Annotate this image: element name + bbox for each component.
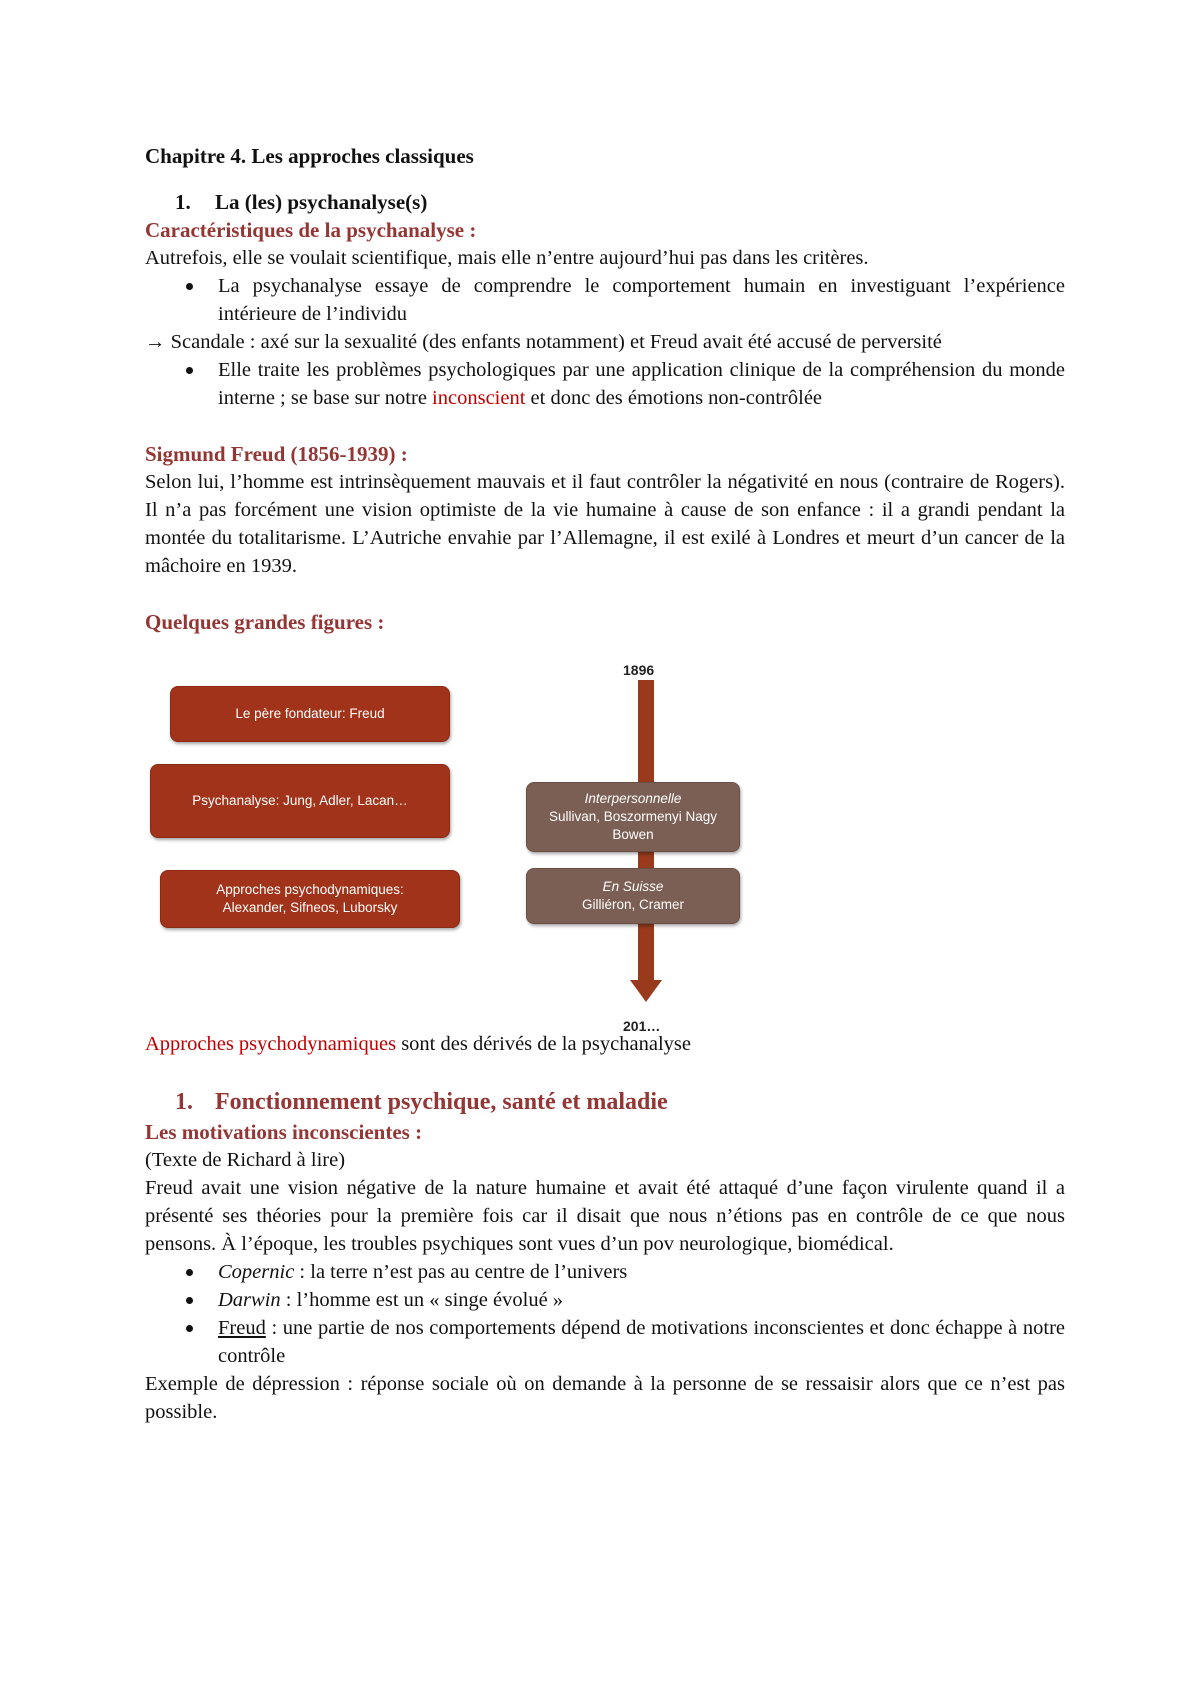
box-label: Le père fondateur: Freud bbox=[235, 706, 385, 721]
section-heading-fonctionnement bbox=[145, 1086, 1065, 1118]
motivations-paragraph: Freud avait une vision négative de la nature humaine et avait été attaqué d’une façon virulente quand il a présenté ses théories pour la première fois car il disait que nous n’étions pas en contrôle de ce que nous pensons. À l’époque, les troubles psychiques sont vues d’un pov neurologique, biomédical. bbox=[145, 1177, 1065, 1255]
list-item bbox=[145, 356, 1065, 412]
box-psychanalyse bbox=[150, 764, 450, 838]
freud-heading: Sigmund Freud (1856-1939) : bbox=[145, 442, 408, 466]
figures-timeline-diagram bbox=[145, 650, 1065, 1034]
box-label: Psychanalyse: Jung, Adler, Lacan… bbox=[192, 793, 408, 808]
list-item bbox=[145, 1314, 1065, 1370]
box-label: Alexander, Sifneos, Luborsky bbox=[222, 900, 398, 915]
caracteristiques-list-2 bbox=[145, 356, 1065, 412]
figures-caption bbox=[145, 1030, 1065, 1058]
section-number: 1. bbox=[175, 1089, 193, 1115]
list-item-name: Freud bbox=[218, 1317, 266, 1339]
caracteristiques-list-1 bbox=[145, 272, 1065, 328]
box-label: Sullivan, Boszormenyi Nagy bbox=[548, 809, 718, 824]
caracteristiques-heading: Caractéristiques de la psychanalyse : bbox=[145, 218, 477, 242]
box-title: Interpersonnelle bbox=[584, 791, 682, 806]
list-item-name: Darwin bbox=[218, 1289, 281, 1311]
timeline-start-year: 1896 bbox=[623, 662, 655, 678]
arrow-icon: → bbox=[145, 331, 166, 353]
list-item-text: : l’homme est un « singe évolué » bbox=[280, 1289, 564, 1311]
caracteristiques-intro: Autrefois, elle se voulait scientifique, mais elle n’entre aujourd’hui pas dans les critères. bbox=[145, 247, 869, 269]
box-label: Bowen bbox=[612, 827, 654, 842]
exemple-paragraph: Exemple de dépression : réponse sociale où on demande à la personne de se ressaisir alors que ce n’est pas possible. bbox=[145, 1373, 1065, 1423]
caption-highlight: Approches psychodynamiques bbox=[145, 1033, 397, 1055]
box-approches-psychodynamiques bbox=[160, 870, 460, 928]
scandale-text: Scandale : axé sur la sexualité (des enfants notamment) et Freud avait été accusé de perversité bbox=[170, 331, 942, 353]
box-en-suisse bbox=[526, 868, 740, 924]
box-label: Approches psychodynamiques: bbox=[216, 882, 404, 897]
box-interpersonnelle bbox=[526, 782, 740, 852]
box-title: En Suisse bbox=[602, 879, 664, 894]
box-freud bbox=[170, 686, 450, 742]
list-item-text: : une partie de nos comportements dépend de motivations inconscientes et donc échappe à notre contrôle bbox=[218, 1317, 1065, 1367]
list-item: La psychanalyse essaye de comprendre le comportement humain en investiguant l’expérience intérieure de l’individu bbox=[145, 272, 1065, 328]
chapter-title: Chapitre 4. Les approches classiques bbox=[145, 144, 474, 168]
scandale-paragraph bbox=[145, 328, 1065, 356]
section-number: 1. bbox=[175, 190, 191, 214]
arrow-down-icon bbox=[630, 980, 662, 1002]
list-item bbox=[145, 1258, 1065, 1286]
section-title: Fonctionnement psychique, santé et maladie bbox=[215, 1089, 668, 1115]
box-label: Gilliéron, Cramer bbox=[581, 897, 685, 912]
section-title: La (les) psychanalyse(s) bbox=[215, 190, 428, 214]
caption-text: sont des dérivés de la psychanalyse bbox=[396, 1033, 691, 1055]
list-item-text: Elle traite les problèmes psychologiques par une application clinique de la compréhension du monde interne ; se base sur notre bbox=[218, 359, 1065, 409]
inconscient-highlight: inconscient bbox=[432, 387, 526, 409]
figures-heading: Quelques grandes figures : bbox=[145, 610, 385, 634]
list-item-text: et donc des émotions non-contrôlée bbox=[525, 387, 823, 409]
freud-paragraph: Selon lui, l’homme est intrinsèquement mauvais et il faut contrôler la négativité en nous (contraire de Rogers). Il n’a pas forcément une vision optimiste de la vie humaine à cause de son enfance : il a grandi pendant la montée du totalitarisme. L’Autriche envahie par l’Allemagne, il est exilé à Londres et meurt d’un cancer de la mâchoire en 1939. bbox=[145, 471, 1065, 577]
timeline-end-year: 201… bbox=[623, 1018, 661, 1034]
list-item bbox=[145, 1286, 1065, 1314]
list-item-text: : la terre n’est pas au centre de l’univers bbox=[294, 1261, 628, 1283]
document-content bbox=[145, 142, 1065, 1426]
motivations-note: (Texte de Richard à lire) bbox=[145, 1149, 346, 1171]
motivations-heading: Les motivations inconscientes : bbox=[145, 1120, 423, 1144]
section-heading-psychanalyse bbox=[145, 188, 1065, 216]
motivations-list bbox=[145, 1258, 1065, 1370]
list-item-name: Copernic bbox=[218, 1261, 295, 1283]
